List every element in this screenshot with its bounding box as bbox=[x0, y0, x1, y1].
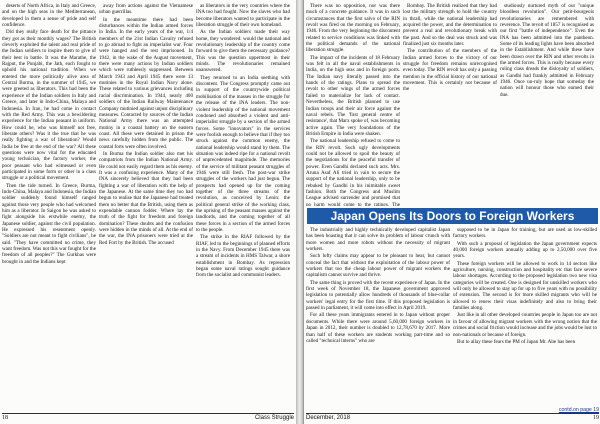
left-page-columns bbox=[2, 3, 290, 280]
left-page bbox=[0, 0, 297, 424]
paragraph: supposed to be in Japan for training, but are used as low-skilled factory workers. bbox=[453, 227, 597, 240]
article-headline: Japan Opens Its Doors to Foreign Workers bbox=[307, 208, 598, 224]
paragraph: With such a proposal of legislation the Japan government expects 40,000 foreign workers annually adding up to 2,50,000 over five years. bbox=[453, 240, 597, 260]
paragraph: As the Indian soldiers made their way home, they wondered: would the national and revolutionary leadership of the country come forward to give them the necessary guidance? This was the question uppermost in their minds. The revolutionaries remained unanswered. bbox=[196, 29, 290, 74]
paragraph: studiously nurtured myth of our "unique bloodless revolution". Our petit-bourgeois revolutionaries are remembered with reverence. The revolt of 1857 is recognised as our first "battle of independence". Even the INA has been admitted into the pantheon. Some of its leading lights have been absorbed in the Establishment. And while these have been drawn over the RIN and other revolts in the armed forces. This is really because every ruling class dreads the disloyalty of soldiers, as Gandhi had frankly admitted in February 1946. Once un-ruly hope that someday the nation will honour those who earned their due. bbox=[500, 3, 594, 98]
paragraph: The national leadership refused to come to the RIN revolt. Such ugly developments could not be allowed to spoil the beauty of the negotiations for the peaceful transfer of power. Even Gandhi declared such acts. Mrs. Aruna Asaf Ali tried in vain to secure the support of the national leadership, only to be rebuked by Gandhi in his inimitable sweet fashion. Both the Congress and Muslim League advised surrender and promised that no harm would come to the ratings. The bbox=[306, 138, 400, 206]
paragraph: In the meantime there had been disturbances within the Indian armed forces in India. In the early years of the war, 1/4 members of the 21st Indian Cavalry refused to go abroad to fight an imperialist war. Four were hanged and the rest imprisoned. In 1942, in the wake of the August movement, there were many actions by Indian soldiers which were ruthlessly suppressed. Between March 1943 and April 1945 there were 13 mutinies in the Royal Indian Navy alone. These related to various grievances including racial discrimination. In 1944, nearly 400 soldiers of the Indian Railway Maintenance Company mutinied against unjust disciplinary measures. Contacted by sources of the Indian National Army there was an attempted mutiny in a coastal battery on the eastern coast. All these were detained in prison the news carefully hidden from the public. The coastal forts were often involved. bbox=[99, 16, 193, 150]
paragraph: The industrially and highly technically developed capitalist Japan has been boasting that it can solve its problem of labour crunch with more women and more robots without the necessity of migrant workers. bbox=[306, 227, 450, 253]
right-page bbox=[303, 0, 600, 424]
left-column-2 bbox=[99, 3, 193, 280]
paragraph: The impact of the incidents of 18 February was felt in all the naval establishments in India, on the high seas and in foreign ports. The Indian navy literally passed into the hands of the ratings. Plans to spread the revolt to other wings of the armed forces failed to materialize for lack of contact. Nevertheless, the British planned to use Indian troops and their air force against the naval rebels. The 'first general centre of resistance', that Marx spoke of, was becoming active again. The very foundations of the British Empire in India were shaken. bbox=[306, 54, 400, 137]
paragraph: But to allay these fears the PM of Japan Mr. Abe has been bbox=[457, 338, 576, 345]
paragraph: For all these years immigrants entered in to Japan without proper documents. While there were around 5,60,000 foreign workers in Japan in 2012, their number is doubled to 12,78,670 by 2017. More than half of these workers are students working part-time and so called "technical interns" who are bbox=[306, 312, 450, 344]
right-upper-columns bbox=[306, 3, 594, 206]
paragraph: The contribution of the members of the Indian armed forces to the victory of our struggle for freedom remains unrecognised even today. The RIN revolt has only a passing mention in the official history of our national movement. This is certainly not because of the bbox=[403, 48, 497, 93]
paragraph: Such lofty claims may appear to be pleasant to hear, but cannot conceal the fact that without the exploitation of the labour power of workers that too the cheap labour power of migrant workers the capitalism cannot survive and thrive. bbox=[306, 253, 450, 279]
page-number: 18 bbox=[2, 415, 8, 421]
paragraph: as liberators in the very countries where the INA too had fought. Now the slaves who had become liberators wanted to participate in the liberation struggle of their own homeland. bbox=[196, 3, 290, 29]
page-number: 19 bbox=[593, 415, 599, 421]
paragraph: away from actions against the Vietnamese urban guerrillas. bbox=[99, 3, 193, 16]
paragraph: They returned to an India seething with discontent. The Congress promptly came out in support of the countrywide political mobilisation of the masses in the struggle for the release of the INA leaders. The non-violent leadership of the national movement condoned and absorbed a violent and anti-imperialist struggle by a section of the armed forces. Some "innovators" in the services were foolish enough to believe that if they too struck against the common enemy, the national leadership would stand by them. The situation was indeed ripe for a national revolt of unprecedented magnitude. The memories of the service of militant peasant struggles of 1946 were still fresh. The post-war strike struggles of the workers had just begun. The prospects had opened up for the coming together of the three streams of the revolution, as conceived by Lenin: the political general strike of the working class, the uprising of the peasant masses against the landlords, and the coming together of all these forces in a section of the armed forces to the people. bbox=[196, 74, 290, 234]
right-page-footer bbox=[306, 413, 599, 422]
footer-label: December, 2018 bbox=[306, 415, 351, 421]
paragraph: deserts of North Africa, in Italy and Greece, and on the high seas in the Mediterranean, developed in them a sense of pride and self confidence. bbox=[2, 3, 96, 29]
spine-gutter bbox=[296, 0, 303, 424]
paragraph: Bombay. The British realized that they had lost the military strength to hold the country in thrall, while the national leadership had acquired the power, and the determination to prevent a real and revolutionary break with the past. And so the deal was struck and was finalized just six months later. bbox=[403, 3, 497, 48]
footer-label: Class Struggle bbox=[254, 415, 294, 421]
paragraph: The same thing is proved with the recent experience of Japan. In the first week of November 18, the Japanese government approved legislation to potentially allow hundreds of thousands of blue-collar workers' legal entry for the first time. If this proposed legislation is passed in parliament, it will come into effect in April 2019. bbox=[306, 279, 450, 312]
paragraph: Did they really face death for the pittance they got as their monthly wages? The British cleverly exploited the talent and real pride of the Indian soldiers to inspire them to give of their best in battle. It was the Marathe, the Rajput, the Punjabi, the Jath, each fought to uphold his national tradition. When we entered the more politically alive area of Central Burma, in the summer of 1945, we were greeted as liberators. This had been the experience of the Indian soldiers in Italy and Greece, and later in Indo-China, Malaya and Indonesia. In Iran, he had come in contact with the Red Army. This was a bewildering experience for the Indian peasant in uniform. How could he, who was himself not free, liberate others? Was it the true that he was really fighting a war of liberation? Would India be free at the end of the war? All these questions were now vital for the educated young technician, the factory worker, the poor peasant who had witnessed or even participated in some form or other in a class struggle or a political movement. bbox=[2, 29, 96, 182]
paragraph: Just like in all other developed countries people in Japan too are not in favour of allowing migrant workers with the wrong notion that the crimes and social friction would increase and the jobs would be lost to non-nationals or because of foreign. bbox=[453, 312, 597, 338]
right-column-3 bbox=[500, 3, 594, 206]
left-column-1 bbox=[2, 3, 96, 280]
right-lower-columns bbox=[306, 227, 597, 410]
lower-column-2 bbox=[453, 227, 597, 403]
continued-link[interactable]: contd.on page 19 bbox=[558, 407, 599, 413]
lower-column-1 bbox=[306, 227, 450, 410]
paragraph: Then the tide turned. In Greece, Burma, Indo-China, Malaya and Indonesia, the Indian soldier suddenly found himself ranged against those very people who had welcomed him as a liberator. In Saigon he was asked to fight alongside his erstwhile enemy, the Japanese soldier, against the civil population. He expressed his resentment openly. "Soldiers are not meant to fight civilians", he said. "They have committed no crime, they want freedom. Was not this war fought for the freedom of all peoples?" The Gurkhas were brought in and the Indians kept bbox=[2, 182, 96, 265]
paragraph: The strike in the RIAF followed by the RIAF, led to the beginnings of planned efforts in the Navy. From December 1945 there was a stream of incidents in HMS Talwar, a shore establishment in Bombay. As repression began some naval ratings sought guidance from the socialist and communist leaders. bbox=[196, 234, 290, 279]
right-column-1 bbox=[306, 3, 400, 206]
right-column-2 bbox=[403, 3, 497, 206]
left-column-3 bbox=[196, 3, 290, 280]
paragraph: In Burma the Indian soldier also met his compatriots from the Indian National Army. He could not easily regard them as his enemy. It was a confusing experience. Many of the INA sincerely believed that they had been fighting a war of liberation with the help of the Japanese. At the same time they too had begun to realise that the Japanese had treated them no better that the British, using them as expendable cannon fodder. Where lay the truth of the fight for freedom and foreign domination? These doubts and the confusion were hidden in the minds of all. At the end of the war, the INA prisoners were tried at the Red Fort by the British. The accused bbox=[99, 150, 193, 246]
left-page-footer bbox=[2, 413, 294, 422]
paragraph: There was no opposition, nor was there much of a concrete guidance. It was in such circumstances that the first salvo of the RIN revolt was fired on the morning on February, 1946. From the very beginning the discontent related to service conditions was linked with the political demands of the national liberation struggle. bbox=[306, 3, 400, 54]
paragraph: These foreign workers will be allowed to work in 14 sectors like agriculture, nursing, construction and hospitality etc that face severe labour shortages. According to the proposed legislation two new visa categories will be created. One is designed for unskilled workers who will only be allowed to stay up for up to five years with no possibility of extension. The second is for more skilled migrants who will be allowed to renew their visas indefinitely and also to bring their families along. bbox=[453, 260, 597, 312]
